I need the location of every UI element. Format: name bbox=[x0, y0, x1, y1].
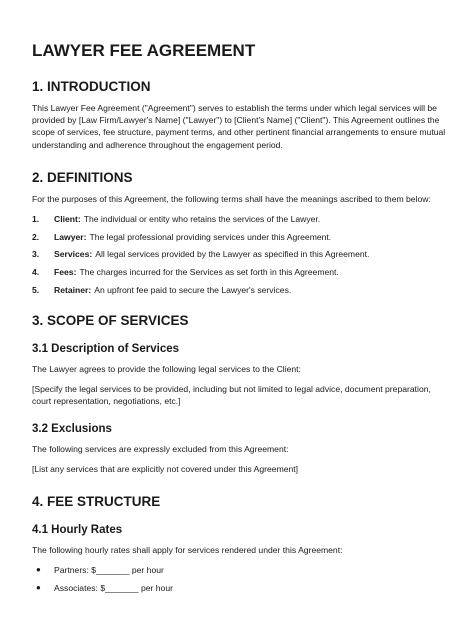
definition-text: The individual or entity who retains the services of the Lawyer. bbox=[83, 214, 321, 225]
exclusions-intro: The following services are expressly excluded from this Agreement: bbox=[32, 443, 289, 454]
subsection-heading-exclusions: 3.2 Exclusions bbox=[32, 422, 112, 435]
list-item bbox=[32, 564, 452, 576]
list-item bbox=[32, 284, 452, 296]
list-item bbox=[32, 248, 452, 260]
definition-text: All legal services provided by the Lawyer as specified in this Agreement. bbox=[95, 249, 370, 260]
subsection-heading-hourly-rates: 4.1 Hourly Rates bbox=[32, 524, 123, 537]
description-intro: The Lawyer agrees to provide the following legal services to the Client: bbox=[32, 364, 301, 375]
list-number: 3. bbox=[32, 249, 40, 260]
section-heading-introduction: 1. INTRODUCTION bbox=[32, 79, 151, 94]
list-number: 4. bbox=[32, 267, 40, 278]
section-heading-fee-structure: 4. FEE STRUCTURE bbox=[32, 494, 161, 510]
list-item bbox=[32, 231, 452, 243]
definition-text: The legal professional providing services under this Agreement. bbox=[89, 231, 332, 242]
document-title: LAWYER FEE AGREEMENT bbox=[32, 41, 256, 60]
definitions-intro: For the purposes of this Agreement, the following terms shall have the meanings ascribed to them below: bbox=[32, 193, 431, 204]
rate-text: Partners: $_______ per hour bbox=[54, 565, 164, 576]
definition-term: Lawyer: bbox=[54, 231, 87, 242]
list-number: 2. bbox=[32, 231, 40, 242]
exclusions-placeholder: [List any services that are explicitly not covered under this Agreement] bbox=[32, 463, 299, 474]
definitions-list bbox=[32, 213, 452, 296]
bullet-icon: ● bbox=[36, 565, 41, 575]
rate-text: Associates: $_______ per hour bbox=[54, 583, 173, 594]
list-item bbox=[32, 582, 452, 594]
section-heading-definitions: 2. DEFINITIONS bbox=[32, 169, 133, 185]
definition-term: Services: bbox=[54, 249, 93, 260]
definition-text: The charges incurred for the Services as set forth in this Agreement. bbox=[79, 267, 339, 278]
document-page bbox=[32, 40, 452, 601]
definition-term: Fees: bbox=[54, 267, 77, 278]
section-heading-scope: 3. SCOPE OF SERVICES bbox=[32, 313, 189, 329]
hourly-rates-list bbox=[32, 564, 452, 594]
list-item bbox=[32, 213, 452, 225]
definition-text: An upfront fee paid to secure the Lawyer's services. bbox=[94, 284, 292, 295]
description-placeholder: [Specify the legal services to be provided, including but not limited to legal advice, document preparation, court representation, negotiations, etc.] bbox=[32, 384, 431, 407]
introduction-paragraph: This Lawyer Fee Agreement ("Agreement") serves to establish the terms under which legal services will be provided by [Law Firm/Lawyer's Name] ("Lawyer") to [Client's Name] ("Client"). This Agreement outlines the scope of services, fee structure, payment terms, and other pertinent financial arrangements to ensure mutual understanding and adherence throughout the engagement period. bbox=[32, 103, 446, 150]
list-number: 1. bbox=[32, 214, 40, 225]
hourly-rates-intro: The following hourly rates shall apply for services rendered under this Agreement: bbox=[32, 545, 343, 556]
subsection-heading-description: 3.1 Description of Services bbox=[32, 343, 180, 356]
list-number: 5. bbox=[32, 284, 40, 295]
definition-term: Retainer: bbox=[54, 284, 92, 295]
definition-term: Client: bbox=[54, 214, 81, 225]
list-item bbox=[32, 266, 452, 278]
bullet-icon: ● bbox=[36, 583, 41, 593]
